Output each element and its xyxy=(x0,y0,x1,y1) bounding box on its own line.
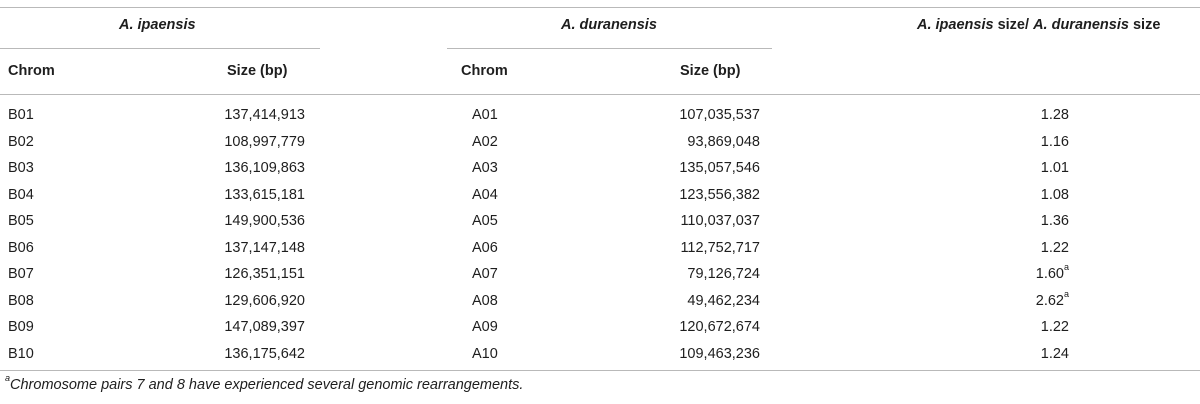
table-top-rule xyxy=(0,7,1200,8)
column-header-chrom-b: Chrom xyxy=(8,63,55,79)
cell-chrom-b: B04 xyxy=(8,186,34,203)
group-header-ratio xyxy=(917,17,1160,33)
table-row xyxy=(0,155,1200,182)
cell-size-a: 107,035,537 xyxy=(679,107,760,123)
cell-size-a: 93,869,048 xyxy=(687,133,760,150)
cell-chrom-a: A05 xyxy=(472,213,498,229)
cell-chrom-a: A04 xyxy=(472,186,498,203)
table-footnote xyxy=(5,373,524,393)
ratio-footnote-marker: a xyxy=(1063,262,1069,273)
cell-chrom-a: A10 xyxy=(472,345,498,362)
cell-ratio xyxy=(1041,155,1069,182)
ratio-value: 1.36 xyxy=(1040,213,1069,229)
table-row xyxy=(0,208,1200,235)
cell-ratio xyxy=(1041,182,1069,209)
ratio-value: 1.22 xyxy=(1040,319,1069,335)
cell-size-b: 137,147,148 xyxy=(224,239,305,256)
ratio-header-species-2: A. duranensis xyxy=(1033,17,1129,33)
cell-chrom-b: B09 xyxy=(8,319,34,335)
ratio-value: 2.62 xyxy=(1035,292,1064,309)
ipaensis-group-rule xyxy=(0,48,320,49)
cell-size-a: 112,752,717 xyxy=(680,239,760,256)
cell-chrom-b: B01 xyxy=(8,107,34,123)
table-row xyxy=(0,102,1200,129)
cell-ratio xyxy=(1036,288,1069,315)
cell-size-b: 149,900,536 xyxy=(224,213,305,229)
cell-chrom-b: B10 xyxy=(8,345,34,362)
ratio-header-species-1: A. ipaensis xyxy=(917,17,994,33)
cell-size-a: 79,126,724 xyxy=(687,266,760,282)
table-row xyxy=(0,341,1200,368)
cell-chrom-b: B03 xyxy=(8,160,34,176)
cell-size-a: 110,037,037 xyxy=(680,213,760,229)
table-row xyxy=(0,235,1200,262)
duranensis-group-rule xyxy=(447,48,772,49)
ratio-value: 1.01 xyxy=(1040,160,1069,176)
cell-ratio xyxy=(1041,102,1069,129)
cell-chrom-b: B05 xyxy=(8,213,34,229)
cell-chrom-a: A02 xyxy=(472,133,498,150)
cell-chrom-b: B08 xyxy=(8,292,34,309)
cell-size-b: 126,351,151 xyxy=(224,266,305,282)
table-bottom-rule xyxy=(0,370,1200,371)
footnote-text: Chromosome pairs 7 and 8 have experienced several genomic rearrangements. xyxy=(10,377,524,393)
cell-size-b: 137,414,913 xyxy=(224,107,305,123)
cell-chrom-b: B02 xyxy=(8,133,34,150)
ratio-value: 1.60 xyxy=(1035,266,1064,282)
ratio-header-size: size xyxy=(1128,17,1161,33)
cell-size-b: 129,606,920 xyxy=(224,292,305,309)
cell-ratio xyxy=(1041,208,1069,235)
table-row xyxy=(0,182,1200,209)
cell-ratio xyxy=(1036,261,1069,288)
column-header-size-b: Size (bp) xyxy=(227,63,288,79)
cell-ratio xyxy=(1041,129,1069,156)
table-row xyxy=(0,288,1200,315)
cell-ratio xyxy=(1041,314,1069,341)
cell-ratio xyxy=(1041,235,1069,262)
cell-chrom-b: B06 xyxy=(8,239,34,256)
cell-size-b: 133,615,181 xyxy=(224,186,305,203)
ratio-value: 1.28 xyxy=(1040,107,1069,123)
cell-size-a: 120,672,674 xyxy=(679,319,760,335)
cell-chrom-a: A01 xyxy=(472,107,498,123)
cell-size-b: 136,109,863 xyxy=(224,160,305,176)
cell-chrom-a: A09 xyxy=(472,319,498,335)
cell-chrom-b: B07 xyxy=(8,266,34,282)
table-row xyxy=(0,129,1200,156)
cell-size-b: 136,175,642 xyxy=(224,345,305,362)
cell-chrom-a: A08 xyxy=(472,292,498,309)
group-header-duranensis: A. duranensis xyxy=(561,17,657,33)
cell-size-b: 147,089,397 xyxy=(224,319,305,335)
cell-chrom-a: A03 xyxy=(472,160,498,176)
cell-size-a: 49,462,234 xyxy=(687,292,760,309)
table-row xyxy=(0,261,1200,288)
ratio-footnote-marker: a xyxy=(1063,288,1069,299)
table-body xyxy=(0,102,1200,367)
ratio-value: 1.22 xyxy=(1040,239,1069,256)
ratio-value: 1.24 xyxy=(1040,345,1069,362)
cell-chrom-a: A06 xyxy=(472,239,498,256)
column-header-size-a: Size (bp) xyxy=(680,63,741,79)
ratio-header-size-slash: size/ xyxy=(993,17,1034,33)
header-bottom-rule xyxy=(0,94,1200,95)
ratio-value: 1.16 xyxy=(1040,133,1069,150)
cell-size-b: 108,997,779 xyxy=(224,133,305,150)
column-header-chrom-a: Chrom xyxy=(461,63,508,79)
cell-size-a: 109,463,236 xyxy=(679,345,760,362)
cell-chrom-a: A07 xyxy=(472,266,498,282)
group-header-ipaensis: A. ipaensis xyxy=(119,17,196,33)
cell-size-a: 123,556,382 xyxy=(679,186,760,203)
cell-size-a: 135,057,546 xyxy=(679,160,760,176)
footnote-marker: a xyxy=(5,373,11,384)
cell-ratio xyxy=(1041,341,1069,368)
ratio-value: 1.08 xyxy=(1040,186,1069,203)
table-row xyxy=(0,314,1200,341)
